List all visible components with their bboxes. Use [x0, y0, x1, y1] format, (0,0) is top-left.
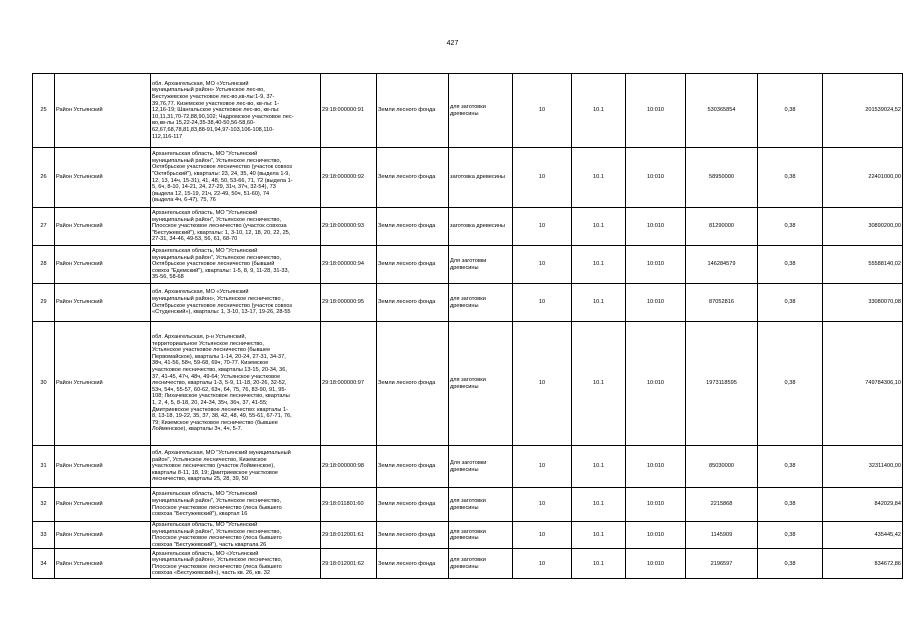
rate-cell: 0,38: [758, 488, 823, 522]
land-category-cell: Земли лесного фонда: [377, 246, 449, 284]
code-cell: 10: [513, 549, 572, 579]
class-code-cell: 10:010: [626, 208, 686, 246]
cadastral-number-cell: 29:18:000000:94: [321, 246, 377, 284]
cadastral-number-cell: 29:18:011801:60: [321, 488, 377, 522]
total-cell: 201539024,52: [823, 74, 903, 148]
cadastral-number-cell: 29:18:000000:97: [321, 322, 377, 446]
class-code-cell: 10:010: [626, 322, 686, 446]
cadastral-number-cell: 29:18:000000:91: [321, 74, 377, 148]
district-cell: Район Устьянский: [55, 322, 151, 446]
district-cell: Район Устьянский: [55, 488, 151, 522]
rate-cell: 0,38: [758, 549, 823, 579]
row-number: 30: [33, 322, 55, 446]
class-code-cell: 10:010: [626, 246, 686, 284]
subcode-cell: 10.1: [572, 74, 626, 148]
class-code-cell: 10:010: [626, 488, 686, 522]
permitted-use-cell: для заготовки древесины: [449, 549, 513, 579]
location-cell: Архангельская область, МО "Устьянский муниципальный район", Устьянское лесничество, Плосское участковое лесничество (леса бывшего совхоза "Бестужевский"), квартал 16: [151, 488, 321, 522]
page-number: 427: [446, 40, 459, 47]
table-row: [33, 488, 903, 522]
code-cell: 10: [513, 446, 572, 488]
location-cell: обл. Архангельская, р-н Устьянский, территориальное Устьянское лесничество, Устьянское участковое лесничество (бывшее Первомайское), кварталы 1-14, 20-24, 27-31, 34-37, 38ч, 41-56, 58ч, 59-68, 69ч, 70-77. Киземское участковое лесничество, кварталы 13-15, 20-34, 36, 37, 41-45, 47ч, 48ч, 49-64; Устьянское участковое лесничество, кварталы 1-3, 5-9, 11-18, 20-26, 32-52, 53ч, 54ч, 55-57, 60-62, 63ч, 64, 75, 76, 83-90, 91, 95- 108; Лихачевское участковое лесничество, кварталы 1, 2, 4, 5, 8-18, 20, 24-34, 35ч, 36ч, 37, 41-55; Дмитриевское участковое лесничество: кварталы 1- 8, 13-18, 19-22, 35, 37, 38, 42, 48, 49, 55-61, 67-71, 76, 79; Киземское участковое лесничество (бывшее Лойменское), кварталы 3ч, 4ч, 5-7.: [151, 322, 321, 446]
cadastral-value-cell: 81290000: [686, 208, 758, 246]
location-cell: обл. Архангельская, МО «Устьянский муниципальный район» Устьянское лес-во, Бестужевское участковое лес-во,кв-лы:1-9, 37- 39,76,77. Киземское участковое лес-во, кв-лы: 1- 12,16-19; Шангальское участковое лес-во, кв-лы: 10,11,31,70-72,88,90,102; Чадромское участковое лес- во,кв-лы 15,22-24,35-38,40-50,56-58,60- 62,67,68,78,81,83,88-91,94,97-103,106-108,110- 112,116-117: [151, 74, 321, 148]
row-number: 34: [33, 549, 55, 579]
land-category-cell: Земли лесного фонда: [377, 284, 449, 322]
row-number: 27: [33, 208, 55, 246]
land-category-cell: Земли лесного фонда: [377, 488, 449, 522]
cadastral-value-cell: 58950000: [686, 148, 758, 208]
table-row: [33, 322, 903, 446]
cadastral-number-cell: 29:18:000000:92: [321, 148, 377, 208]
total-cell: 22401000,00: [823, 148, 903, 208]
row-number: 25: [33, 74, 55, 148]
land-category-cell: Земли лесного фонда: [377, 208, 449, 246]
land-category-cell: Земли лесного фонда: [377, 74, 449, 148]
district-cell: Район Устьянский: [55, 284, 151, 322]
class-code-cell: 10:010: [626, 549, 686, 579]
location-cell: Архангельская область, МО «Устьянский муниципальный район», Устьянское лесничество, Плосское участковое лесничество (леса бывшего совхоза «Бестужевский»), часть кв. 26, кв. 32: [151, 549, 321, 579]
table-row: [33, 74, 903, 148]
cadastral-value-cell: 1145909: [686, 522, 758, 549]
permitted-use-cell: заготовка древесины: [449, 208, 513, 246]
subcode-cell: 10.1: [572, 208, 626, 246]
total-cell: 33080070,08: [823, 284, 903, 322]
class-code-cell: 10:010: [626, 522, 686, 549]
subcode-cell: 10.1: [572, 322, 626, 446]
total-cell: 32311400,00: [823, 446, 903, 488]
code-cell: 10: [513, 488, 572, 522]
land-category-cell: Земли лесного фонда: [377, 148, 449, 208]
class-code-cell: 10:010: [626, 284, 686, 322]
table-row: [33, 208, 903, 246]
rate-cell: 0,38: [758, 522, 823, 549]
permitted-use-cell: для заготовки древесины: [449, 522, 513, 549]
subcode-cell: 10.1: [572, 284, 626, 322]
permitted-use-cell: Для заготовки древесины: [449, 246, 513, 284]
rate-cell: 0,38: [758, 208, 823, 246]
location-cell: обл. Архангельская, МО "Устьянский муниципальный район", Устьянское лесничество, Киземское участковое лесничество (участок Лойменское), кварталы 8-11, 18, 19; Дмитриевское участковое лесничество, кварталы 25, 28, 39, 50: [151, 446, 321, 488]
permitted-use-cell: для заготовки древесины: [449, 322, 513, 446]
row-number: 28: [33, 246, 55, 284]
rate-cell: 0,38: [758, 246, 823, 284]
district-cell: Район Устьянский: [55, 74, 151, 148]
cadastral-number-cell: 29:18:000000:95: [321, 284, 377, 322]
cadastral-number-cell: 29:18:000000:93: [321, 208, 377, 246]
total-cell: 842029,84: [823, 488, 903, 522]
table-row: [33, 148, 903, 208]
district-cell: Район Устьянский: [55, 148, 151, 208]
code-cell: 10: [513, 522, 572, 549]
cadastral-value-cell: 85030000: [686, 446, 758, 488]
cadastral-number-cell: 29:18:012001:61: [321, 522, 377, 549]
rate-cell: 0,38: [758, 446, 823, 488]
code-cell: 10: [513, 74, 572, 148]
total-cell: 834672,86: [823, 549, 903, 579]
cadastral-value-cell: 2196597: [686, 549, 758, 579]
land-category-cell: Земли лесного фонда: [377, 549, 449, 579]
district-cell: Район Устьянский: [55, 208, 151, 246]
row-number: 26: [33, 148, 55, 208]
class-code-cell: 10:010: [626, 148, 686, 208]
district-cell: Район Устьянский: [55, 246, 151, 284]
rate-cell: 0,38: [758, 284, 823, 322]
cadastral-value-cell: 146284579: [686, 246, 758, 284]
subcode-cell: 10.1: [572, 246, 626, 284]
code-cell: 10: [513, 322, 572, 446]
row-number: 31: [33, 446, 55, 488]
district-cell: Район Устьянский: [55, 522, 151, 549]
total-cell: 749784306,10: [823, 322, 903, 446]
total-cell: 30890200,00: [823, 208, 903, 246]
cadastral-number-cell: 29:18:000000:98: [321, 446, 377, 488]
rate-cell: 0,38: [758, 322, 823, 446]
permitted-use-cell: для заготовки древесины: [449, 74, 513, 148]
land-category-cell: Земли лесного фонда: [377, 322, 449, 446]
subcode-cell: 10.1: [572, 488, 626, 522]
table-row: [33, 522, 903, 549]
permitted-use-cell: для заготовки древесины: [449, 488, 513, 522]
rate-cell: 0,38: [758, 74, 823, 148]
land-category-cell: Земли лесного фонда: [377, 522, 449, 549]
permitted-use-cell: заготовка древесины: [449, 148, 513, 208]
code-cell: 10: [513, 208, 572, 246]
location-cell: обл. Архангельская, МО «Устьянский муниципальный район», Устьянское лесничество , Октябрьское участковое лесничество (участок совхоз «Студенский»), кварталы: 1, 3-10, 13-17, 19-26, 28-55: [151, 284, 321, 322]
permitted-use-cell: Для заготовки древесины: [449, 446, 513, 488]
table-row: [33, 246, 903, 284]
cadastral-value-cell: 2215868: [686, 488, 758, 522]
rate-cell: 0,38: [758, 148, 823, 208]
land-category-cell: Земли лесного фонда: [377, 446, 449, 488]
total-cell: 435445,42: [823, 522, 903, 549]
class-code-cell: 10:010: [626, 446, 686, 488]
cadastral-number-cell: 29:18:012001:62: [321, 549, 377, 579]
land-plots-table: [32, 73, 903, 579]
code-cell: 10: [513, 284, 572, 322]
location-cell: Архангельская область, МО "Устьянский муниципальный район", Устьянское лесничество, Плосское участковое лесничество (леса бывшего совхоза "Бестужевский"), часть квартала 26: [151, 522, 321, 549]
location-cell: Архангельская область, МО "Устьянский муниципальный район", Устьянское лесничество, Октябрьское участковое лесничество (участок совхоз "Октябрьский"), кварталы: 23, 24, 35, 40 (выдела 1-9, 12, 13, 14ч, 15-31), 41, 48, 50, 53-66, 71, 72 (выдела 1- 5, 6ч, 8-10, 14-21, 24, 27-29, 31ч, 37ч, 32-54), 73 (выдела 12, 15-19, 21ч, 22-49, 50ч, 51-60), 74 (выдела 4ч, 6-47), 75, 76: [151, 148, 321, 208]
district-cell: Район Устьянский: [55, 446, 151, 488]
class-code-cell: 10:010: [626, 74, 686, 148]
location-cell: Архангельская область, МО "Устьянский муниципальный район", Устьянское лесничество, Плосское участковое лесничество (участок совхоза "Бестужевский"), кварталы: 1, 3-10, 12, 18, 20, 22, 25, 27-31, 34-46, 49-53, 56, 61, 68-70: [151, 208, 321, 246]
row-number: 32: [33, 488, 55, 522]
subcode-cell: 10.1: [572, 446, 626, 488]
code-cell: 10: [513, 148, 572, 208]
subcode-cell: 10.1: [572, 522, 626, 549]
row-number: 29: [33, 284, 55, 322]
table-row: [33, 284, 903, 322]
row-number: 33: [33, 522, 55, 549]
cadastral-value-cell: 530365854: [686, 74, 758, 148]
code-cell: 10: [513, 246, 572, 284]
subcode-cell: 10.1: [572, 148, 626, 208]
subcode-cell: 10.1: [572, 549, 626, 579]
total-cell: 55588140,02: [823, 246, 903, 284]
table-row: [33, 446, 903, 488]
table-row: [33, 549, 903, 579]
location-cell: Архангельская область, МО "Устьянский муниципальный район", Устьянское лесничество, Октябрьское участковое лесничество (бывший совхоз "Едемский"), кварталы: 1-5, 8, 9, 11-28, 31-33, 35-56, 58-68: [151, 246, 321, 284]
district-cell: Район Устьянский: [55, 549, 151, 579]
cadastral-value-cell: 87052816: [686, 284, 758, 322]
cadastral-value-cell: 1973118595: [686, 322, 758, 446]
permitted-use-cell: для заготовки древесины: [449, 284, 513, 322]
